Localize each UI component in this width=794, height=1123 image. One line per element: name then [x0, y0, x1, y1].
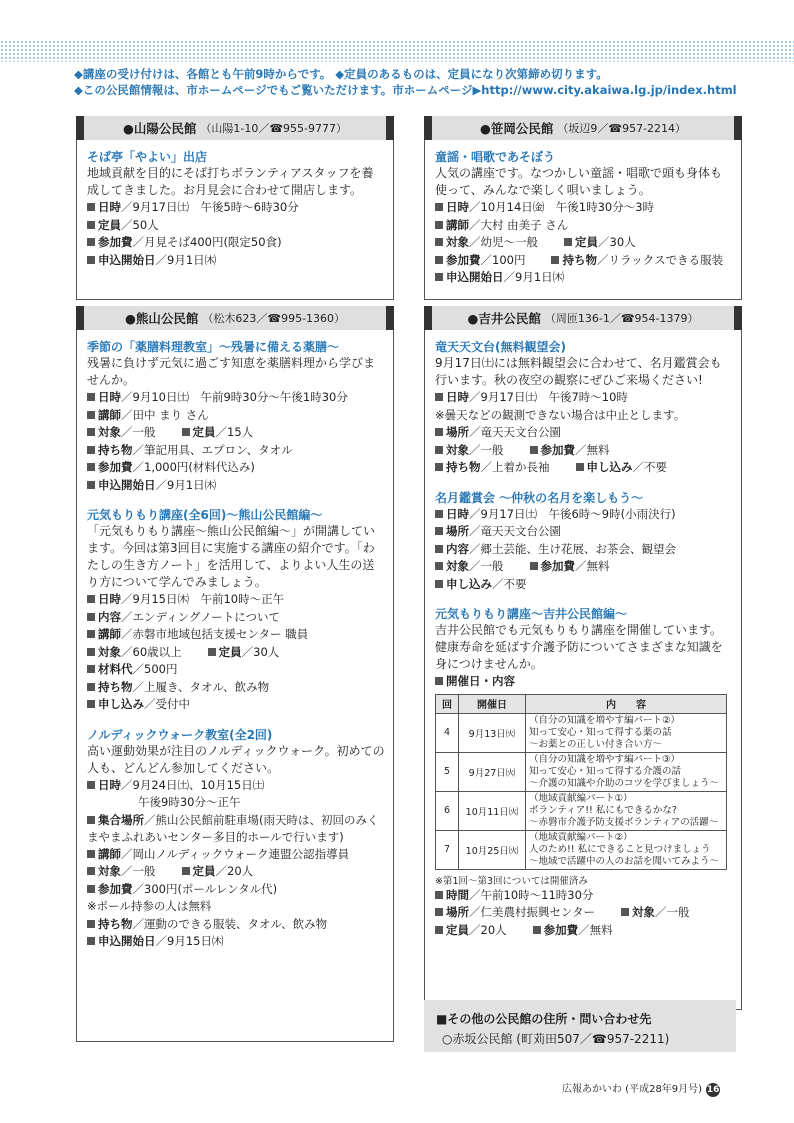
label: 講師: [446, 217, 469, 232]
label: 講師: [98, 627, 121, 641]
label: 日時: [98, 200, 121, 214]
label: 申込開始日: [98, 477, 156, 492]
label: 場所: [446, 905, 469, 919]
yoshii-e3-desc: 吉井公民館でも元気もりもり講座を開催しています。健康寿命を延ばす介護予防についてさまざまな知識を身につけませんか。: [435, 623, 723, 671]
value: ／筆記用具、エプロン、タオル: [132, 442, 293, 457]
content-line: ～赤磐市介護予防支援ボランティアの活躍～: [529, 816, 719, 828]
label: 参加費: [543, 922, 579, 937]
value: ／30人: [241, 644, 280, 659]
content-line: （地域貢献編パート①）: [529, 792, 633, 804]
cell-content: [526, 713, 727, 752]
table-row: [436, 830, 727, 869]
label: 講師: [98, 407, 121, 422]
value: ／大村 由美子 さん: [469, 217, 569, 232]
value: ／不要: [632, 460, 667, 474]
label: 内容: [98, 609, 121, 624]
sasaoka-info: （坂辺9／☎957-2214）: [557, 122, 687, 135]
kumayama-e2-desc: 「元気もりもり講座～熊山公民館編～」が開講しています。今回は第3回目に実施する講座の紹介です。「わたしの生き方ノート」を活用して、よりよい人生の送り方について学んでみましょう。: [87, 524, 376, 589]
sasaoka-name: ●笹岡公民館: [479, 121, 554, 136]
label: 定員: [98, 217, 121, 232]
kumayama-e3-desc: 高い運動効果が注目のノルディックウォーク。初めての人も、どんどん参加してください。: [87, 743, 385, 775]
yoshii-header: [424, 306, 742, 330]
label: 場所: [446, 524, 469, 538]
value: ／不要: [492, 576, 527, 591]
value: ／10月14日㈮ 午後1時30分～3時: [469, 200, 655, 214]
col-header: 内 容: [526, 694, 727, 713]
cell-no: 5: [436, 752, 459, 791]
label: 申し込み: [446, 576, 492, 591]
value: ／月見そば400円(限定50食): [132, 235, 282, 249]
value: ／午前10時～11時30分: [469, 887, 594, 902]
table-row: [436, 713, 727, 752]
sasaoka-header: [424, 116, 742, 140]
table-row: [436, 791, 727, 830]
yoshii-e2-title: 名月鑑賞会 ～仲秋の名月を楽しもう～: [435, 490, 644, 505]
value: ／仁美農村振興センター: [469, 905, 596, 919]
cell-date: 9月27日㈫: [459, 752, 526, 791]
value: ／無料: [575, 442, 610, 457]
value: ／9月1日㈭: [155, 477, 217, 492]
content-line: 人のため!! 私にできること見つけましょう: [529, 843, 711, 855]
cell-content: [526, 791, 727, 830]
label: 日時: [446, 390, 469, 404]
sanyo-event-title: そば亭「やよい」出店: [87, 150, 208, 164]
kumayama-header: [76, 306, 394, 330]
content-line: ～お薬との正しい付き合い方～: [529, 738, 663, 750]
value: ／上着か長袖: [480, 460, 550, 474]
content-line: （自分の知識を増やす編パート②）: [529, 714, 681, 726]
label: 定員: [218, 644, 242, 659]
value: ／60歳以上: [121, 644, 182, 659]
value: ／9月17日㈯ 午後7時～10時: [469, 390, 628, 404]
value: ／竜天天文台公園: [469, 524, 561, 538]
label: 内容: [446, 541, 469, 556]
yoshii-e1-title: 竜天天文台(無料観望会): [435, 340, 566, 354]
cell-date: 9月13日㈫: [459, 713, 526, 752]
sanyo-info: （山陽1-10／☎955-9777）: [200, 122, 348, 135]
value: ／熊山公民館前駐車場(雨天時は、初回のみくまやまふれあいセンター多目的ホールで行います): [87, 812, 379, 844]
label: 申し込み: [98, 697, 144, 711]
kumayama-e3-note: ※ポール持参の人は無料: [87, 899, 212, 913]
label: 場所: [446, 425, 469, 439]
footer: [562, 1080, 720, 1097]
kumayama-section: [76, 306, 394, 1042]
col-header: 開催日: [459, 694, 526, 713]
label: 対象: [98, 864, 121, 878]
value: ／15人: [215, 425, 254, 439]
yoshii-info: （周匝136-1／☎954-1379）: [544, 312, 699, 325]
value: ／9月10日㈯ 午前9時30分～午後1時30分: [121, 390, 348, 404]
cell-no: 6: [436, 791, 459, 830]
label: 定員: [446, 922, 469, 937]
other-kominkan-box: [424, 1000, 736, 1052]
cell-date: 10月11日㈫: [459, 791, 526, 830]
value: ／無料: [575, 559, 610, 573]
value: ／リラックスできる服装: [596, 252, 724, 267]
label: 参加費: [446, 252, 481, 267]
label: 持ち物: [446, 460, 481, 474]
sanyo-header: [76, 116, 394, 140]
value: 午後9時30分～正午: [138, 795, 241, 809]
kumayama-e1-desc: 残暑に負けず元気に過ごす知恵を薬膳料理から学びませんか。: [87, 356, 376, 387]
value: ／20人: [469, 922, 507, 937]
content-line: （自分の知識を増やす編パート③）: [529, 753, 681, 765]
label: 対象: [446, 235, 469, 249]
value: ／9月24日㈯、10月15日㈯: [121, 777, 265, 792]
value: ／岡山ノルディックウォーク連盟公認指導員: [121, 846, 350, 861]
label: 日時: [98, 777, 121, 792]
label: 持ち物: [98, 679, 133, 694]
label: 申込開始日: [98, 252, 156, 267]
footer-text: 広報あかいわ (平成28年9月号): [562, 1084, 703, 1095]
sasaoka-section: [424, 116, 742, 300]
value: ／9月17日㈯ 午後6時～9時(小雨決行): [469, 506, 676, 521]
value: ／郷土芸能、生け花展、お茶会、観望会: [469, 541, 676, 556]
label: 対象: [446, 442, 469, 457]
yoshii-name: ●吉井公民館: [467, 311, 541, 326]
value: ／一般: [469, 559, 504, 573]
notice-line-1: ◆講座の受け付けは、各館とも午前9時からです。 ◆定員のあるものは、定員になり次第締め切ります。: [74, 67, 608, 81]
value: ／9月15日㈭ 午前10時～正午: [121, 592, 285, 606]
label: 対象: [446, 559, 469, 573]
value: ／1,000円(材料代込み): [132, 460, 255, 474]
label: 時間: [446, 887, 469, 902]
cell-content: [526, 830, 727, 869]
label: 参加費: [98, 460, 133, 474]
page-number: 16: [706, 1085, 720, 1095]
label: 材料代: [98, 662, 133, 676]
label: 日時: [98, 390, 121, 404]
label: 定員: [575, 235, 598, 249]
cell-date: 10月25日㈫: [459, 830, 526, 869]
notice-line-2: ◆この公民館情報は、市ホームページでもご覧いただけます。市ホームページ▶http://www.city.akaiwa.lg.jp/index.html: [74, 83, 737, 97]
yoshii-e3-title: 元気もりもり講座～吉井公民館編～: [435, 607, 628, 621]
value: ／9月17日㈯ 午後5時～6時30分: [121, 200, 299, 214]
yoshii-section: [424, 306, 742, 1010]
value: ／100円: [480, 252, 526, 267]
value: ／一般: [469, 442, 504, 457]
yoshii-e1-desc: 9月17日㈯には無料観望会に合わせて、名月鑑賞会も行います。秋の夜空の観察にぜひご来場ください!: [435, 356, 722, 387]
value: ／竜天天文台公園: [469, 425, 561, 439]
value: ／500円: [132, 662, 178, 676]
yoshii-e1-note: ※曇天などの観測できない場合は中止とします。: [435, 407, 686, 422]
kumayama-e1-title: 季節の「薬膳料理教室」～残暑に備える薬膳～: [87, 340, 340, 354]
sanyo-name: ●山陽公民館: [122, 121, 197, 136]
value: ／9月1日㈭: [503, 270, 565, 284]
sasaoka-event-title: 童謡・唱歌であそぼう: [435, 150, 556, 164]
label: 持ち物: [98, 916, 133, 931]
label: 申込開始日: [446, 270, 504, 284]
label: 申し込み: [586, 460, 633, 474]
value: ／エンディングノートについて: [121, 609, 281, 624]
other-line: ○赤坂公民館 (町苅田507／☎957-2211): [442, 1032, 670, 1046]
table-row: [436, 752, 727, 791]
table-note: ※第1回～第3回については開催済み: [435, 875, 588, 887]
value: ／一般: [121, 425, 156, 439]
content-line: （地域貢献編パート②）: [529, 831, 633, 843]
other-title: ■その他の公民館の住所・問い合わせ先: [436, 1012, 652, 1026]
content-line: 知って安心・知って得する薬の話: [529, 726, 672, 738]
label: 申込開始日: [98, 934, 156, 948]
cell-no: 7: [436, 830, 459, 869]
label: 対象: [98, 425, 121, 439]
label: 参加費: [540, 559, 575, 573]
value: ／受付中: [144, 697, 190, 711]
value: ／赤磐市地域包括支援センター 職員: [121, 627, 309, 641]
value: ／上履き、タオル、飲み物: [132, 679, 270, 694]
value: ／9月15日㈭: [155, 934, 224, 948]
label: 参加費: [98, 881, 133, 896]
label: 定員: [192, 864, 216, 878]
content-line: ボランティア!! 私にもできるかな?: [529, 804, 677, 816]
kumayama-e3-title: ノルディックウォーク教室(全2回): [87, 727, 273, 742]
value: ／運動のできる服装、タオル、飲み物: [132, 916, 328, 931]
label: 日時: [98, 592, 121, 606]
value: ／田中 まり さん: [121, 407, 209, 422]
kumayama-name: ●熊山公民館: [124, 311, 199, 326]
value: ／幼児～一般: [469, 235, 538, 249]
sanyo-event-desc: 地域貢献を目的にそば打ちボランティアスタッフを養成してきました。お月見会に合わせて開店します。: [87, 166, 374, 197]
schedule-label: 開催日・内容: [446, 674, 515, 688]
value: ／一般: [121, 864, 156, 878]
value: ／30人: [598, 235, 636, 249]
kumayama-e2-title: 元気もりもり講座(全6回)～熊山公民館編～: [87, 508, 323, 522]
value: ／無料: [578, 922, 613, 937]
header-dot-band: [0, 40, 794, 62]
label: 参加費: [540, 442, 575, 457]
content-line: ～地域で活躍中の人のお話を聞いてみよう～: [529, 855, 720, 867]
kumayama-info: （松木623／☎995-1360）: [202, 312, 346, 325]
value: ／50人: [121, 217, 159, 232]
label: 対象: [98, 644, 121, 659]
label: 持ち物: [98, 442, 133, 457]
content-line: 知って安心・知って得する介護の話: [529, 765, 682, 777]
value: ／20人: [215, 864, 254, 878]
label: 定員: [192, 425, 216, 439]
col-header: 回: [436, 694, 459, 713]
label: 参加費: [98, 235, 133, 249]
label: 集合場所: [98, 812, 144, 827]
label: 対象: [632, 905, 656, 919]
content-line: ～介護の知識や介助のコツを学びましょう～: [529, 777, 720, 789]
cell-content: [526, 752, 727, 791]
value: ／9月1日㈭: [155, 252, 217, 267]
value: ／一般: [655, 905, 690, 919]
label: 持ち物: [562, 252, 597, 267]
label: 講師: [98, 846, 121, 861]
sanyo-section: [76, 116, 394, 300]
sasaoka-event-desc: 人気の講座です。なつかしい童謡・唱歌で頭も身体も使って、みんなで楽しく唄いましょう。: [435, 166, 723, 197]
label: 日時: [446, 200, 469, 214]
label: 日時: [446, 506, 469, 521]
cell-no: 4: [436, 713, 459, 752]
value: ／300円(ポールレンタル代): [132, 881, 278, 896]
schedule-table: [435, 694, 727, 870]
